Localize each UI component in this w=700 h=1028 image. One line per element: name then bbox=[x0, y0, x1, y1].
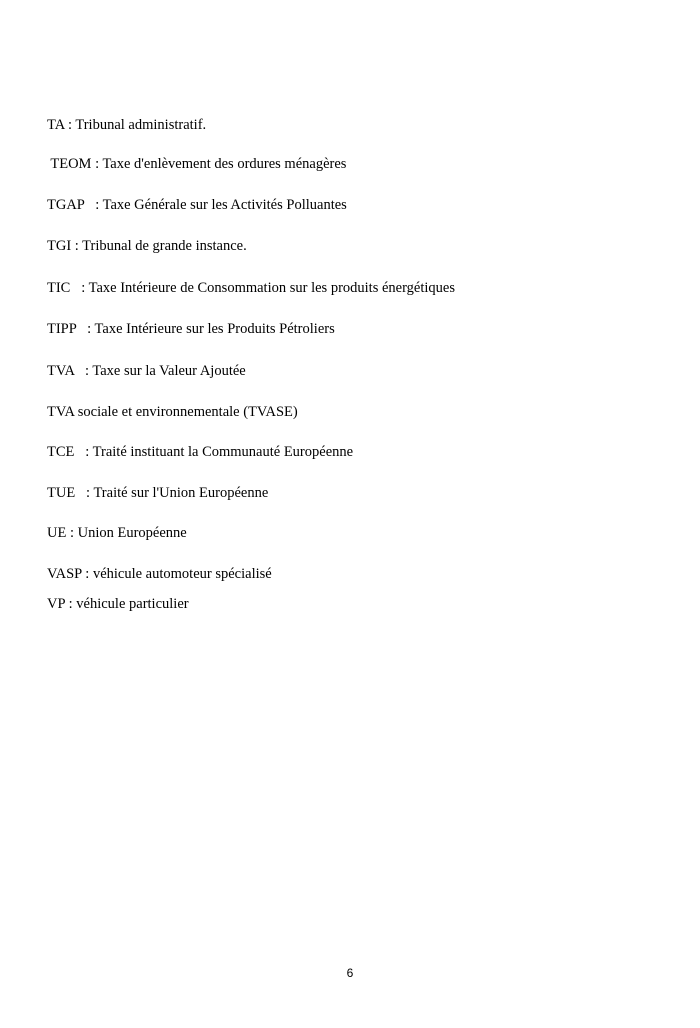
glossary-entry-tic: TIC : Taxe Intérieure de Consommation sur les produits énergétiques bbox=[47, 280, 455, 296]
glossary-entry-vasp: VASP : véhicule automoteur spécialisé bbox=[47, 566, 272, 582]
glossary-entry-tva: TVA : Taxe sur la Valeur Ajoutée bbox=[47, 363, 246, 379]
glossary-entry-tue: TUE : Traité sur l'Union Européenne bbox=[47, 485, 269, 501]
glossary-entry-vp: VP : véhicule particulier bbox=[47, 596, 189, 612]
glossary-entry-tvase: TVA sociale et environnementale (TVASE) bbox=[47, 404, 298, 420]
glossary-entry-ue: UE : Union Européenne bbox=[47, 525, 187, 541]
glossary-entry-tgap: TGAP : Taxe Générale sur les Activités Polluantes bbox=[47, 197, 347, 213]
glossary-entry-tgi: TGI : Tribunal de grande instance. bbox=[47, 238, 247, 254]
glossary-entry-tce: TCE : Traité instituant la Communauté Européenne bbox=[47, 444, 354, 460]
glossary-entry-tipp: TIPP : Taxe Intérieure sur les Produits Pétroliers bbox=[47, 321, 335, 337]
page-number: 6 bbox=[346, 966, 354, 980]
glossary-entry-ta: TA : Tribunal administratif. bbox=[47, 117, 207, 133]
glossary-entry-teom: TEOM : Taxe d'enlèvement des ordures ménagères bbox=[47, 156, 347, 172]
